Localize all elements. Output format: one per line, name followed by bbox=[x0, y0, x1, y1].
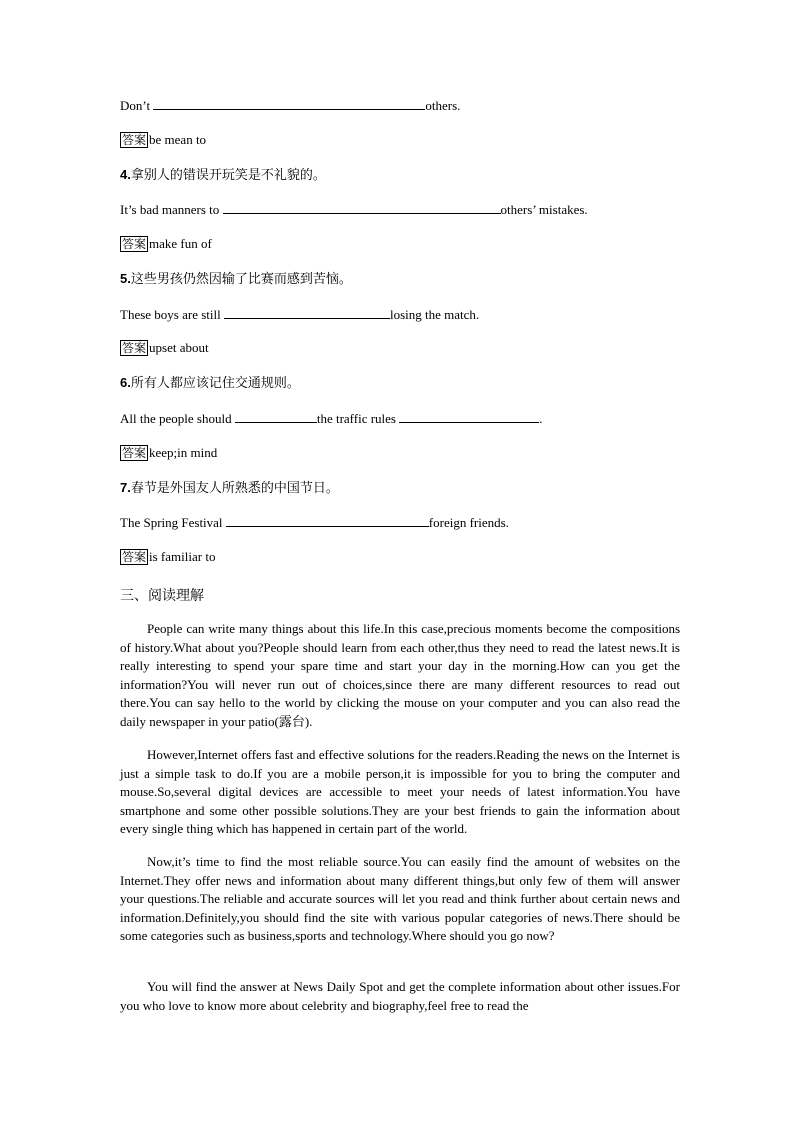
answer-badge: 答案 bbox=[122, 133, 147, 147]
q4-sentence bbox=[120, 200, 588, 219]
q3-prefix: Don’t bbox=[120, 98, 151, 113]
section-heading: 三、阅读理解 bbox=[120, 588, 204, 604]
q4-suffix: others’ mistakes. bbox=[500, 202, 588, 217]
q4-chinese: 拿别人的错误开玩笑是不礼貌的。 bbox=[130, 168, 326, 183]
q7-number: 7 bbox=[120, 480, 128, 495]
answer-badge: 答案 bbox=[122, 341, 147, 355]
q4-answer: make fun of bbox=[149, 236, 212, 251]
q7-chinese: 春节是外国友人所熟悉的中国节日。 bbox=[130, 481, 339, 496]
q6-answer-row bbox=[120, 444, 217, 462]
passage-paragraph-3: Now,it’s time to find the most reliable source.You can easily find the amount of websites on the Internet.They offer news and information about many different things,but only few of them will answer your questions.The reliable and accurate sources will let you read and think further about certain news and information.Definitely,you should find the site with various popular categories of news.There should be some categories such as business,sports and technology.Where should you go now? bbox=[120, 854, 680, 943]
q7-prompt: 7.春节是外国友人所熟悉的中国节日。 bbox=[120, 480, 339, 496]
q6-suffix: . bbox=[539, 411, 543, 426]
passage-paragraph-2: However,Internet offers fast and effective solutions for the readers.Reading the news on the Internet is just a simple task to do.If you are a mobile person,it is impossible for you to bring the computer and mouse.So,several digital devices are accessible to meet your needs of latest information.You have smartphone and some other possible solutions.They are your best friends to gain the information about every single thing which has happened in certain part of the world. bbox=[120, 747, 680, 836]
q6-sentence bbox=[120, 409, 543, 428]
q5-number: 5 bbox=[120, 271, 128, 286]
q6-prompt: 6.所有人都应该记住交通规则。 bbox=[120, 375, 300, 391]
q5-suffix: losing the match. bbox=[389, 307, 480, 322]
q4-prefix: It’s bad manners to bbox=[120, 202, 220, 217]
q6-blank-1 bbox=[235, 409, 317, 423]
q4-blank bbox=[223, 200, 501, 214]
q7-blank bbox=[226, 513, 429, 527]
passage-paragraph-4: You will find the answer at News Daily Spot and get the complete information about other issues.For you who love to know more about celebrity and biography,feel free to read the bbox=[120, 979, 680, 1013]
q7-suffix: foreign friends. bbox=[428, 515, 509, 530]
q5-prompt: 5.这些男孩仍然因输了比赛而感到苦恼。 bbox=[120, 271, 352, 287]
q5-sentence bbox=[120, 305, 479, 324]
q3-answer: be mean to bbox=[149, 132, 207, 147]
q6-answer: keep;in mind bbox=[149, 445, 218, 460]
answer-badge: 答案 bbox=[122, 446, 147, 460]
q4-prompt: 4.拿别人的错误开玩笑是不礼貌的。 bbox=[120, 167, 326, 183]
q4-answer-row bbox=[120, 235, 212, 253]
q6-prefix: All the people should bbox=[120, 411, 232, 426]
q7-sentence bbox=[120, 513, 509, 532]
q7-answer-row bbox=[120, 548, 215, 566]
q3-answer-row bbox=[120, 131, 206, 149]
q3-sentence bbox=[120, 96, 460, 115]
q7-prefix: The Spring Festival bbox=[120, 515, 223, 530]
answer-badge: 答案 bbox=[122, 237, 147, 251]
q7-answer: is familiar to bbox=[149, 549, 216, 564]
q4-number: 4 bbox=[120, 167, 128, 182]
answer-badge: 答案 bbox=[122, 550, 147, 564]
q5-chinese: 这些男孩仍然因输了比赛而感到苦恼。 bbox=[130, 272, 352, 287]
q5-answer-row bbox=[120, 339, 209, 357]
q3-suffix: others. bbox=[425, 98, 461, 113]
q3-blank bbox=[153, 96, 425, 110]
passage-paragraph-1: People can write many things about this life.In this case,precious moments become the compositions of history.What about you?People should learn from each other,thus they need to read the latest news.It is really interesting to spend your spare time and start your day in the morning.How can you get the information?You will never run out of choices,since there are many different resources to read out there.You can say hello to the world by clicking the mouse on your computer and you can also read the daily newspaper in your patio(露台). bbox=[120, 621, 680, 729]
q6-middle: the traffic rules bbox=[316, 411, 396, 426]
q6-number: 6 bbox=[120, 375, 128, 390]
q6-blank-2 bbox=[399, 409, 539, 423]
q6-chinese: 所有人都应该记住交通规则。 bbox=[130, 376, 300, 391]
q5-blank bbox=[224, 305, 390, 319]
q5-answer: upset about bbox=[149, 340, 209, 355]
q5-prefix: These boys are still bbox=[120, 307, 221, 322]
